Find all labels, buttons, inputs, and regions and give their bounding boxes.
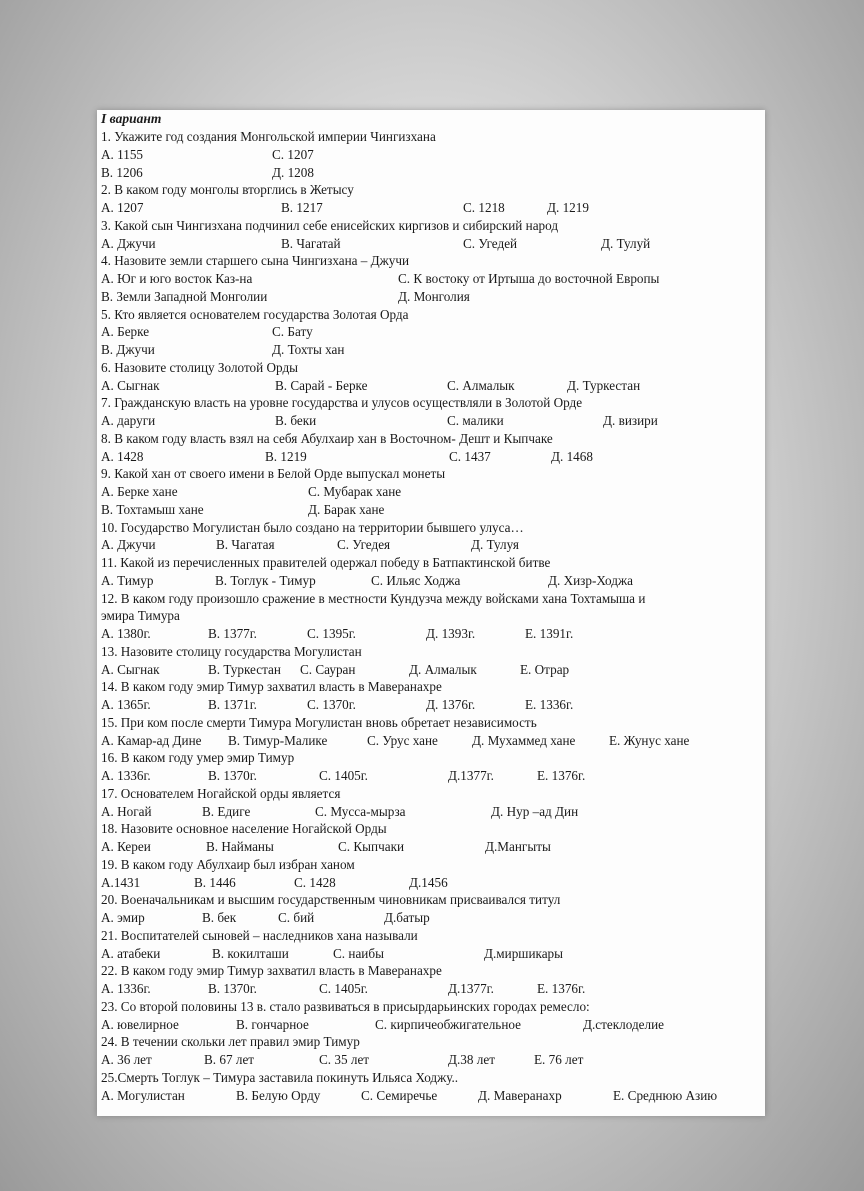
question-text: 25.Смерть Тоглук – Тимура заставила покинуть Ильяса Ходжу..: [101, 1069, 459, 1085]
exam-sheet: [97, 110, 765, 1116]
answer-option: C. 1395г.: [307, 626, 356, 641]
answer-option: C. 1218: [463, 200, 505, 215]
answer-option: E. 1376г.: [537, 768, 586, 783]
question-text: 21. Воспитателей сыновей – наследников хана называли: [101, 927, 418, 943]
answer-option: C. Семиречье: [361, 1087, 438, 1103]
answer-option: C. 1437: [449, 448, 491, 464]
answer-option: B. Едиге: [202, 803, 251, 819]
answer-option: Д. Тулуй: [601, 235, 651, 251]
answer-option: Д. 1468: [551, 448, 593, 464]
answer-option: B. Сарай - Берке: [275, 377, 368, 393]
answer-option: B. Тоглук - Тимур: [215, 572, 316, 588]
answer-option: A. атабеки: [101, 945, 161, 961]
answer-option: A. Сыгнак: [101, 377, 160, 393]
answer-option: B. 1219: [265, 448, 307, 464]
answer-option: A. даруги: [101, 413, 156, 428]
answer-option: B. 1217: [281, 200, 323, 215]
answer-option: B. 1446: [194, 874, 236, 890]
answer-option: Д. Барак хане: [308, 501, 385, 517]
answer-option: A. Берке: [101, 324, 150, 340]
answer-option: C. 1405г.: [319, 981, 368, 996]
answer-option: Д.1377г.: [448, 768, 494, 783]
answer-option: C. бий: [278, 910, 315, 925]
answer-option: A. Тимур: [101, 572, 154, 588]
answer-option: B. 67 лет: [204, 1052, 255, 1067]
answer-option: A. 1365г.: [101, 697, 151, 712]
answer-option: B. Тимур-Малике: [228, 732, 328, 748]
answer-option: B. 1370г.: [208, 768, 257, 783]
answer-option: B. 1371г.: [208, 697, 257, 712]
answer-option: A. Кереи: [101, 839, 151, 854]
answer-option: B. Джучи: [101, 342, 155, 357]
answer-option: Д. визири: [603, 413, 658, 428]
answer-option: Д.стеклоделие: [583, 1016, 665, 1032]
answer-option: E. Среднюю Азию: [613, 1087, 718, 1103]
question-text: 6. Назовите столицу Золотой Орды: [101, 359, 299, 375]
answer-option: C. Алмалык: [447, 377, 515, 393]
answer-option: E. Жунус хане: [609, 732, 690, 748]
answer-option: C. кирпичеобжигательное: [375, 1016, 521, 1032]
answer-option: E. 1336г.: [525, 697, 574, 712]
answer-option: A. 1336г.: [101, 981, 151, 996]
answer-option: B. 1377г.: [208, 626, 257, 641]
question-text: 8. В каком году власть взял на себя Абулхаир хан в Восточном- Дешт и Кыпчаке: [101, 430, 553, 446]
answer-option: Д. Тулуя: [471, 537, 519, 553]
answer-option: B. Чагатай: [281, 235, 341, 251]
question-text: 7. Гражданскую власть на уровне государства и улусов осуществляли в Золотой Орде: [101, 395, 583, 411]
answer-option: B. кокилташи: [212, 945, 289, 961]
answer-option: Д. Хизр-Ходжа: [548, 572, 633, 588]
answer-option: A. Ногай: [101, 803, 152, 819]
question-text: 18. Назовите основное население Ногайской Орды: [101, 821, 387, 837]
answer-option: C. 1370г.: [307, 697, 356, 712]
answer-option: A. 1155: [101, 146, 144, 162]
answer-option: A. 1336г.: [101, 768, 151, 783]
answer-option: Д. Маверанахр: [478, 1087, 562, 1103]
answer-option: B. 1206: [101, 164, 143, 180]
answer-option: Д. Туркестан: [567, 377, 641, 393]
question-text: эмира Тимура: [101, 608, 180, 624]
answer-option: B. 1370г.: [208, 981, 257, 996]
answer-option: C. Угедея: [337, 537, 391, 553]
answer-option: B. Земли Западной Монголии: [101, 288, 268, 304]
question-text: 15. При ком после смерти Тимура Могулистан вновь обретает независимость: [101, 714, 537, 730]
answer-option: E. 1376г.: [537, 981, 586, 996]
answer-option: Д. Мухаммед хане: [472, 732, 576, 748]
variant-title: I вариант: [101, 111, 162, 126]
answer-option: Д. 1208: [272, 164, 314, 180]
answer-option: A. 36 лет: [101, 1052, 152, 1067]
question-text: 12. В каком году произошло сражение в местности Кундузча между войсками хана Тохтамыша и: [101, 590, 646, 606]
answer-option: A. Могулистан: [101, 1087, 185, 1103]
answer-option: A. Сыгнак: [101, 661, 160, 677]
answer-option: Д.Мангыты: [485, 839, 551, 854]
answer-option: C. 1405г.: [319, 768, 368, 783]
answer-option: A. Джучи: [101, 235, 156, 251]
question-text: 20. Военачальникам и высшим государственным чиновникам присваивался титул: [101, 892, 561, 908]
answer-option: C. малики: [447, 413, 504, 428]
question-text: 19. В каком году Абулхаир был избран ханом: [101, 856, 355, 872]
answer-option: B. Туркестан: [208, 661, 281, 677]
answer-option: A. эмир: [101, 910, 145, 925]
answer-option: B. беки: [275, 413, 317, 428]
answer-option: C. Мубарак хане: [308, 484, 402, 499]
answer-option: B. бек: [202, 910, 237, 925]
answer-option: A. Джучи: [101, 537, 156, 553]
answer-option: Д.батыр: [384, 910, 430, 925]
answer-option: E. Отрар: [520, 661, 570, 677]
answer-option: C. 1207: [272, 146, 314, 162]
question-text: 14. В каком году эмир Тимур захватил власть в Маверанахре: [101, 679, 442, 695]
answer-option: C. Урус хане: [367, 732, 438, 748]
answer-option: Д.1377г.: [448, 981, 494, 996]
question-text: 23. Со второй половины 13 в. стало развиваться в присырдарьинских городах ремесло:: [101, 998, 590, 1014]
answer-option: Д. 1376г.: [426, 697, 476, 712]
question-text: 10. Государство Могулистан было создано на территории бывшего улуса…: [101, 519, 524, 535]
answer-option: C. Сауран: [300, 661, 356, 677]
answer-option: A. Камар-ад Дине: [101, 732, 202, 748]
answer-option: A. Берке хане: [101, 484, 178, 499]
answer-option: C. К востоку от Иртыша до восточной Европы: [398, 271, 660, 286]
answer-option: A. 1380г.: [101, 626, 151, 641]
answer-option: Д. Алмалык: [409, 661, 477, 677]
answer-option: A. 1207: [101, 200, 144, 215]
answer-option: C. наибы: [333, 945, 384, 961]
answer-option: E. 76 лет: [534, 1052, 584, 1067]
answer-option: Д.миршикары: [484, 945, 564, 961]
answer-option: Д. Нур –ад Дин: [491, 803, 579, 819]
answer-option: B. Белую Орду: [236, 1087, 321, 1103]
answer-option: C. 1428: [294, 874, 336, 890]
answer-option: Д. Монголия: [398, 288, 470, 304]
answer-option: Д.1456: [409, 874, 448, 890]
question-text: 5. Кто является основателем государства Золотая Орда: [101, 306, 409, 322]
question-text: 22. В каком году эмир Тимур захватил власть в Маверанахре: [101, 963, 442, 979]
question-text: 11. Какой из перечисленных правителей одержал победу в Батпактинской битве: [101, 555, 551, 570]
answer-option: E. 1391г.: [525, 626, 574, 641]
answer-option: B. Чагатая: [216, 537, 275, 553]
answer-option: B. Найманы: [206, 839, 274, 854]
answer-option: B. Тохтамыш хане: [101, 501, 204, 517]
answer-option: Д. 1219: [547, 200, 589, 215]
answer-option: Д. Тохты хан: [272, 342, 345, 357]
answer-option: C. 35 лет: [319, 1052, 370, 1067]
answer-option: Д. 1393г.: [426, 626, 476, 641]
answer-option: Д.38 лет: [448, 1052, 495, 1067]
answer-option: A. ювелирное: [101, 1016, 179, 1032]
question-text: 17. Основателем Ногайской орды является: [101, 785, 341, 801]
answer-option: A.1431: [101, 874, 141, 890]
answer-option: C. Мусса-мырза: [315, 803, 406, 819]
answer-option: C. Бату: [272, 324, 313, 340]
question-text: 16. В каком году умер эмир Тимур: [101, 750, 295, 766]
question-text: 1. Укажите год создания Монгольской империи Чингизхана: [101, 129, 436, 144]
answer-option: B. гончарное: [236, 1016, 309, 1032]
question-text: 2. В каком году монголы вторглись в Жетысу: [101, 182, 354, 198]
question-text: 9. Какой хан от своего имени в Белой Орде выпускал монеты: [101, 466, 446, 482]
answer-option: A. Юг и юго восток Каз-на: [101, 271, 253, 286]
answer-option: A. 1428: [101, 448, 144, 464]
question-text: 24. В течении скольки лет правил эмир Тимур: [101, 1034, 360, 1050]
answer-option: C. Угедей: [463, 235, 518, 251]
question-text: 3. Какой сын Чингизхана подчинил себе енисейских киргизов и сибирский народ: [101, 217, 559, 233]
answer-option: C. Кыпчаки: [338, 839, 405, 854]
question-text: 13. Назовите столицу государства Могулистан: [101, 643, 362, 659]
question-text: 4. Назовите земли старшего сына Чингизхана – Джучи: [101, 253, 410, 269]
answer-option: C. Ильяс Ходжа: [371, 572, 461, 588]
